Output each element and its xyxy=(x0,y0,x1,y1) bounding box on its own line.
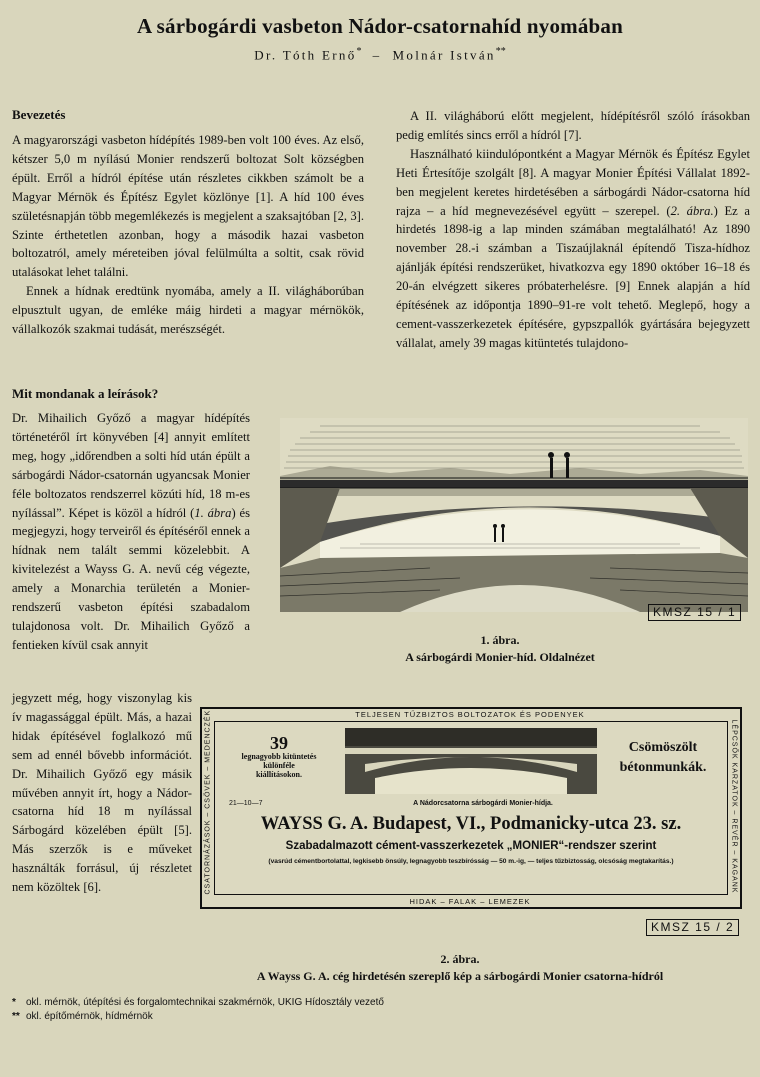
intro-heading: Bevezetés xyxy=(12,107,66,122)
figure-2-number: 2. ábra. xyxy=(440,952,480,966)
text-run: Dr. Mihailich Győző a magyar hídépítés történetéről írt könyvében [4] annyit említett meg, hogy „időrendben a solti híd után épült a sárbogárdi Nádor-csatornán ugyancsak Monier féle boltozatos rendszerrel közúti híd, 18 m-es nyílással”. Képet is közöl a hídról ( xyxy=(12,411,250,520)
bridge-illustration xyxy=(280,418,748,612)
ad-right-line: bétonmunkák. xyxy=(619,760,707,775)
figure-2-advertisement xyxy=(200,707,742,909)
text-run: ) Ez a hirdetés 1898-ig a lap minden számában megtalálható! Az 1890 november 28.-i számban a Tiszaújlaknál építendő Tisza-hídhoz ajánlják építési rendszerüket, hivatkozva egy 1890 október 16–18 és 20-án elvégzett sikeres próbaterhelésre. [9] Ennek alapján a híd építésének az időpontja 1890–91-re volt tehető. Meglepő, hogy a cement-vasszerkezetek építésére, gypszpallók gyártására bejegyzett vállalat, amely 39 magas kitüntetés tulajdono- xyxy=(396,203,750,350)
paragraph xyxy=(396,145,750,353)
ad-left-block xyxy=(229,734,329,779)
figure-1-bridge-drawing xyxy=(280,418,748,612)
ad-inner-frame xyxy=(214,721,728,895)
footnote-mark: ** xyxy=(12,1011,20,1022)
ad-image-label: A Nádorcsatorna sárbogárdi Monier-hídja. xyxy=(413,800,553,807)
author-1-mark: * xyxy=(356,46,362,57)
footnote xyxy=(12,1010,742,1024)
ad-ref-number: 21—10—7 xyxy=(229,800,263,807)
footnote xyxy=(12,996,742,1010)
ad-top-border-text: TELJESEN TŰZBIZTOS BOLTOZATOK ÉS PODENYEK xyxy=(355,710,585,719)
figure-1-caption xyxy=(380,632,620,666)
text-run: Használható kiindulópontként a Magyar Mérnök és Építész Egylet Heti Értesítője szolgált [8]. A magyar Monier Építési Vállalat 1892-ben megjelent keretes hirdetésében a sárbogárdi Nádor-csatorna híd rajza – a híd megnevezésével együtt – szerepel. ( xyxy=(396,146,750,218)
text-run: ) és megjegyzi, hogy terveiről és építéséről ennek a hídnak nem talált semmi közelebbit. A kivitelezést a Wayss G. A. nevű cég végezte, amely a Monarchia területén a Monier-rendszerű vasbeton építési szabadalom tulajdonosa volt. Dr. Mihailich Győző a fentieken kívül csak annyit xyxy=(12,505,250,652)
ad-bridge-illustration xyxy=(345,728,597,794)
ad-right-block xyxy=(613,738,713,778)
paragraph xyxy=(12,409,250,655)
figure-ref: 1. ábra xyxy=(194,505,232,520)
figure-ref: 2. ábra. xyxy=(670,203,714,218)
ad-left-line: különféle xyxy=(263,761,295,770)
ad-bottom-border-text: HIDAK – FALAK – LEMEZEK xyxy=(409,897,531,906)
figure-2-text: A Wayss G. A. cég hirdetésén szereplő kép a sárbogárdi Monier csatorna-hídról xyxy=(256,969,664,983)
author-1: Dr. Tóth Ernő xyxy=(254,47,357,63)
footnote-mark: * xyxy=(12,997,16,1008)
authors-line xyxy=(0,46,760,63)
right-column xyxy=(396,107,750,353)
figure-1-text: A sárbogárdi Monier-híd. Oldalnézet xyxy=(405,650,595,664)
paragraph: A II. világháború előtt megjelent, hídépítésről szóló írásokban pedig említés sincs erről a hídról [7]. xyxy=(396,109,750,142)
ad-bridge-image xyxy=(345,728,597,794)
footnotes xyxy=(12,996,742,1024)
figure-1-stamp: KMSZ 15 / 1 xyxy=(648,604,741,621)
author-separator: – xyxy=(372,47,382,63)
left-column-intro xyxy=(12,131,364,339)
descriptions-heading: Mit mondanak a leírások? xyxy=(12,386,159,401)
paragraph: Ennek a hídnak eredtünk nyomába, amely a II. világháborúban elpusztult ugyan, de emléke máig hirdeti a magyar mérnökök, vállalkozók szakmai tudását, merészségét. xyxy=(12,284,364,337)
ad-left-border-text: CSATORNÁZÁSOK – CSÖVEK – MEDENCZÉK xyxy=(204,709,212,895)
article-title: A sárbogárdi vasbeton Nádor-csatornahíd nyomában xyxy=(136,14,624,38)
ad-tagline: Szabadalmazott cément-vasszerkezetek „MONIER“-rendszer szerint xyxy=(285,840,657,852)
ad-left-line: kiállításokon. xyxy=(255,770,302,779)
ad-right-border-text: LÉPCSŐK KARZATOK – REVÉR – KAGANK xyxy=(730,719,738,894)
figure-2-caption xyxy=(180,951,740,985)
footnote-text: okl. építőmérnök, hídmérnök xyxy=(26,1011,153,1022)
ad-right-line: Csömöszölt xyxy=(628,740,698,755)
ad-left-line: legnagyobb kitüntetés xyxy=(241,752,317,761)
left-column-narrow xyxy=(12,409,250,655)
paragraph: jegyzett még, hogy viszonylag kis ív magassággal épült. Más, a hazai hidak építésével foglalkozó mű sem ad ennél bővebb információt. Dr. Mihailich Győző egy másik művében annyit írt, hogy a Nádor-csatorna híd 18 m nyílással Sárbogárd közelében épült [5]. Más szerzők is e műveket használták forrásul, új részletet nem közöltek [6]. xyxy=(12,691,192,895)
figure-1-number: 1. ábra. xyxy=(480,633,520,647)
left-column-narrowest xyxy=(12,689,192,897)
ad-number: 39 xyxy=(270,733,288,753)
figure-2-stamp: KMSZ 15 / 2 xyxy=(646,919,739,936)
ad-footer-line: (vasrúd cémentbortolattal, legkisebb önsúly, legnagyobb teszbírósság — 50 m.-ig, — teljes tűzbiztosság, olcsóság megtakarítás.) xyxy=(268,858,674,865)
ad-company-line: WAYSS G. A. Budapest, VI., Podmanicky-utca 23. sz. xyxy=(260,814,682,834)
author-2-mark: ** xyxy=(495,46,506,57)
footnote-text: okl. mérnök, útépítési és forgalomtechnikai szakmérnök, UKIG Hídosztály vezető xyxy=(26,997,384,1008)
author-2: Molnár István xyxy=(392,47,496,63)
paragraph: A magyarországi vasbeton hídépítés 1989-ben volt 100 éves. Az első, kétszer 5,0 m nyílású Monier rendszerű boltozat Solt községben épült. Erről a hídról építése után részletes cikkben számolt be a Magyar Mérnök és Építész Egylet közlönye [1]. A híd 100 éves születésnapján több megemlékezés is megjelent a szaksajtóban [2, 3]. Szinte érthetetlen azonban, hogy a második hazai vasbeton boltozatról, amely méreteiben jóval felülmúlta a soltit, csak rövid utalásokat lehet találni. xyxy=(12,133,364,280)
